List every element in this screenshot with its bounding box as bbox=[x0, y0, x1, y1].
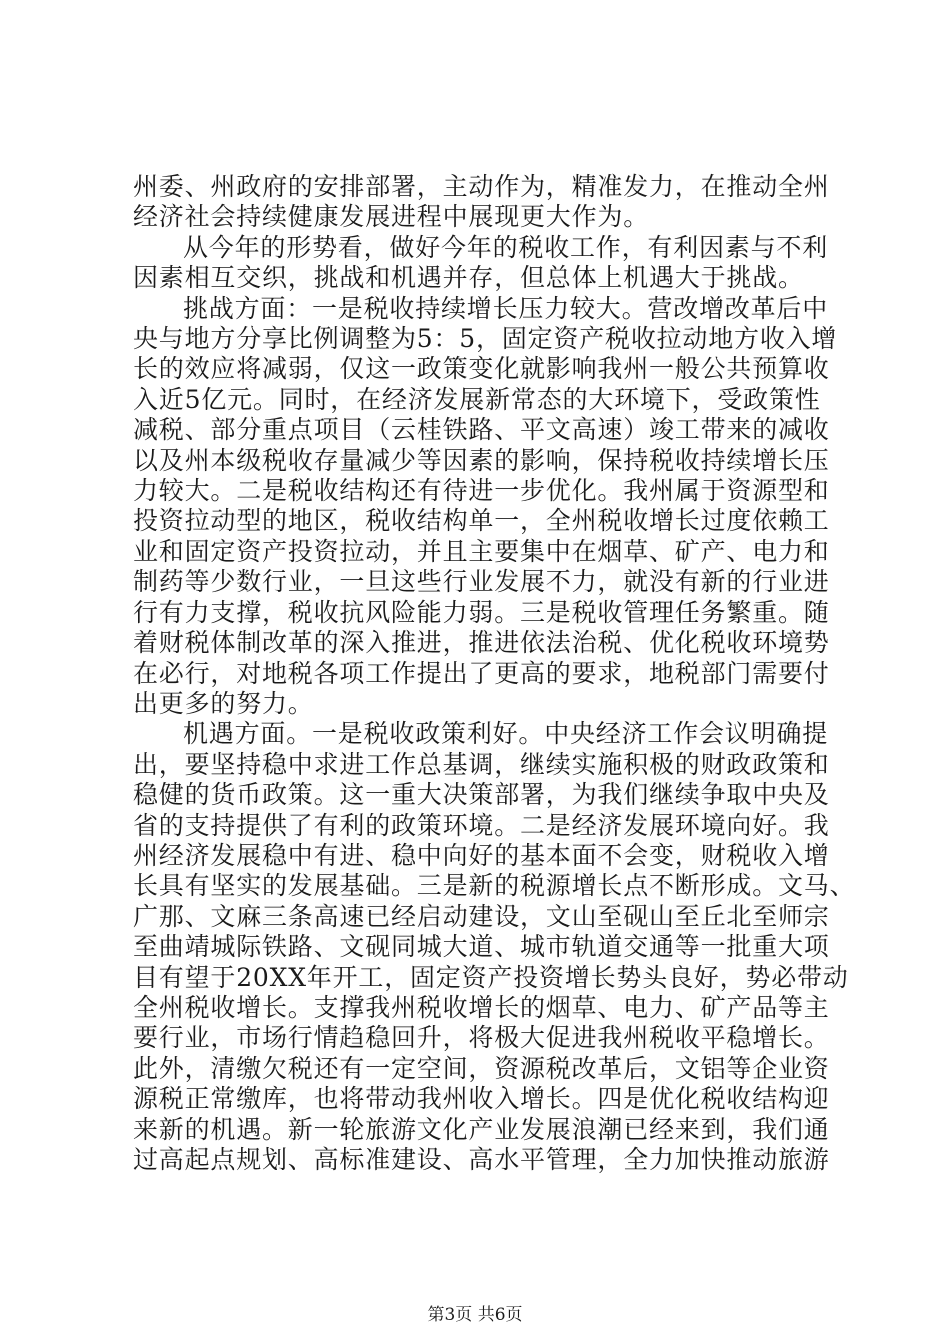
text-line: 投资拉动型的地区，税收结构单一，全州税收增长过度依赖工 bbox=[133, 506, 830, 536]
text-line: 稳健的货币政策。这一重大决策部署，为我们继续争取中央及 bbox=[133, 780, 830, 810]
text-line: 因素相互交织，挑战和机遇并存，但总体上机遇大于挑战。 bbox=[133, 263, 804, 293]
text-line: 挑战方面：一是税收持续增长压力较大。营改增改革后中 bbox=[183, 293, 829, 323]
text-line: 制药等少数行业，一旦这些行业发展不力，就没有新的行业进 bbox=[133, 567, 830, 597]
text-line: 目有望于20XX年开工，固定资产投资增长势头良好，势必带动 bbox=[133, 962, 849, 992]
text-line: 在必行，对地税各项工作提出了更高的要求，地税部门需要付 bbox=[133, 658, 830, 688]
text-line: 过高起点规划、高标准建设、高水平管理，全力加快推动旅游 bbox=[133, 1145, 830, 1174]
text-line: 业和固定资产投资拉动，并且主要集中在烟草、矿产、电力和 bbox=[133, 536, 830, 566]
text-line: 入近5亿元。同时，在经济发展新常态的大环境下，受政策性 bbox=[133, 384, 821, 414]
text-line: 至曲靖城际铁路、文砚同城大道、城市轨道交通等一批重大项 bbox=[133, 932, 830, 962]
text-line: 此外，清缴欠税还有一定空间，资源税改革后，文铝等企业资 bbox=[133, 1053, 830, 1083]
text-line: 行有力支撑，税收抗风险能力弱。三是税收管理任务繁重。随 bbox=[133, 597, 830, 627]
text-line: 要行业，市场行情趋稳回升，将极大促进我州税收平稳增长。 bbox=[133, 1023, 830, 1053]
text-line: 长具有坚实的发展基础。三是新的税源增长点不断形成。文马、 bbox=[133, 871, 856, 901]
page-footer: 第3页 共6页 bbox=[427, 1305, 523, 1325]
text-line: 州委、州政府的安排部署，主动作为，精准发力，在推动全州 bbox=[133, 172, 830, 201]
text-line: 央与地方分享比例调整为5：5，固定资产税收拉动地方收入增 bbox=[133, 324, 838, 354]
text-line: 着财税体制改革的深入推进，推进依法治税、优化税收环境势 bbox=[133, 628, 830, 658]
text-line: 减税、部分重点项目（云桂铁路、平文高速）竣工带来的减收 bbox=[133, 415, 830, 445]
text-line: 省的支持提供了有利的政策环境。二是经济发展环境向好。我 bbox=[133, 810, 830, 840]
text-line: 力较大。二是税收结构还有待进一步优化。我州属于资源型和 bbox=[133, 476, 830, 506]
text-line: 州经济发展稳中有进、稳中向好的基本面不会变，财税收入增 bbox=[133, 840, 830, 870]
text-line: 从今年的形势看，做好今年的税收工作，有利因素与不利 bbox=[183, 232, 829, 262]
text-line: 经济社会持续健康发展进程中展现更大作为。 bbox=[133, 202, 650, 232]
text-line: 机遇方面。一是税收政策利好。中央经济工作会议明确提 bbox=[183, 719, 829, 749]
text-line: 以及州本级税收存量减少等因素的影响，保持税收持续增长压 bbox=[133, 445, 830, 475]
document-body bbox=[133, 172, 856, 1175]
text-line: 来新的机遇。新一轮旅游文化产业发展浪潮已经来到，我们通 bbox=[133, 1114, 830, 1144]
text-line: 源税正常缴库，也将带动我州收入增长。四是优化税收结构迎 bbox=[133, 1084, 830, 1114]
text-line: 长的效应将减弱，仅这一政策变化就影响我州一般公共预算收 bbox=[133, 354, 830, 384]
text-line: 出更多的努力。 bbox=[133, 688, 314, 718]
text-line: 广那、文麻三条高速已经启动建设，文山至砚山至丘北至师宗 bbox=[133, 901, 830, 931]
text-line: 全州税收增长。支撑我州税收增长的烟草、电力、矿产品等主 bbox=[133, 992, 830, 1022]
text-line: 出，要坚持稳中求进工作总基调，继续实施积极的财政政策和 bbox=[133, 749, 830, 779]
